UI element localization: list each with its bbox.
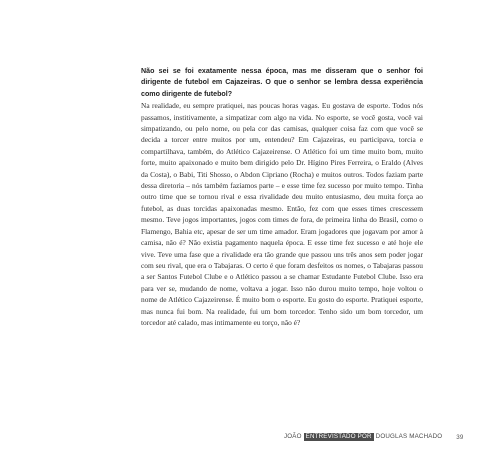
running-footer: [282, 433, 464, 441]
interview-question: Não sei se foi exatamente nessa época, mas me disseram que o senhor foi dirigente de futebol em Cajazeiras. O que o senhor se lembra dessa experiência como dirigente de futebol?: [141, 67, 423, 98]
footer-interviewed-by: ENTREVISTADO POR: [305, 433, 372, 440]
page-number: 39: [456, 433, 464, 441]
footer-interviewee: JOÃO: [284, 433, 302, 440]
interview-answer: Na realidade, eu sempre pratiquei, nas poucas horas vagas. Eu gostava de esporte. Todos nós passamos, institivamente, a simpatizar com algo na vida. No esporte, se você gosta, você vai simpatizando, ou pelo nome, ou pela cor das camisas, qualquer coisa faz com que você se decida a torcer entre muitos por um, entendeu? Em Cajazeiras, eu participava, torcia e compartilhava, também, do Atlético Cajazeirense. O Atlético foi um time muito bom, muito forte, muito apaixonado e muito bem dirigido pelo Dr. Hígino Pires Ferreira, o Eraldo (Alves da Costa), o Babi, Titi Shosso, o Abdon Cipriano (Rocha) e muitos outros. Todos faziam parte dessa diretoria – nós também fazíamos parte – e esse time fez sucesso por muito tempo. Tinha outro time que se tornou rival e essa rivalidade deu muito entusiasmo, deu muita força ao futebol, as duas torcidas apaixonadas mesmo. Então, fez com que esses times crescessem mesmo. Teve jogos importantes, jogos com times de fora, de primeira linha do Brasil, como o Flamengo, Bahia etc, apesar de ser um time amador. Eram jogadores que jogavam por amor à camisa, não é? Não existia pagamento naquela época. E esse time fez sucesso e até hoje ele vive. Teve uma fase que a rivalidade era tão grande que passou uns três anos sem poder jogar com seu rival, que era o Tabajaras. O certo é que foram desfeitos os nomes, o Tabajaras passou a ser Santos Futebol Clube e o Atlético passou a se chamar Estudante Futebol Clube. Isso era para ver se, mudando de nome, voltava a jogar. Isso não durou muito tempo, hoje voltou o nome de Atlético Cajazeirense. É muito bom o esporte. Eu gosto do esporte. Pratiquei esporte, mas nunca fui bom. Na realidade, fui um bom torcedor. Tenho sido um bom torcedor, um torcedor até calado, mas intimamente eu torço, não é?: [141, 101, 423, 327]
interview-block: [141, 66, 423, 328]
footer-interviewer: DOUGLAS MACHADO: [375, 433, 443, 440]
